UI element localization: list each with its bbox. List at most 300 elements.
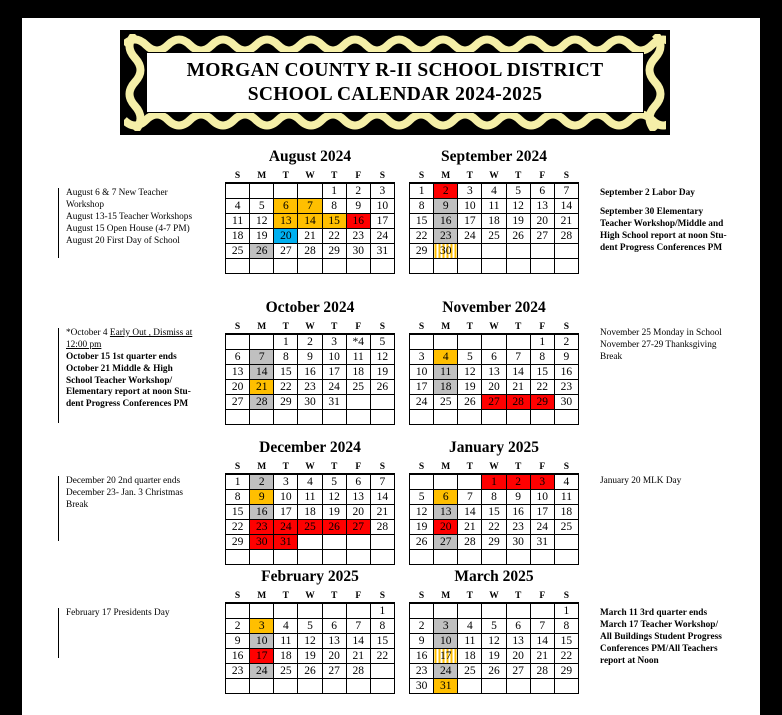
calendar-day-cell[interactable]: 8 xyxy=(410,199,434,214)
calendar-day-cell[interactable]: 29 xyxy=(226,535,250,550)
calendar-day-cell[interactable]: 29 xyxy=(554,664,578,679)
calendar-day-cell[interactable]: 2 xyxy=(434,183,458,199)
calendar-week-row xyxy=(410,490,579,505)
calendar-day-cell[interactable]: 7 xyxy=(530,619,554,634)
calendar-day-cell[interactable]: 22 xyxy=(274,380,298,395)
calendar-day-cell[interactable]: 21 xyxy=(554,214,578,229)
calendar-empty-cell xyxy=(370,535,394,550)
calendar-day-cell[interactable]: 8 xyxy=(370,619,394,634)
calendar-day-cell[interactable]: 16 xyxy=(226,649,250,664)
calendar-day-cell[interactable]: 10 xyxy=(274,490,298,505)
calendar-day-cell[interactable]: 10 xyxy=(530,490,554,505)
calendar-day-cell[interactable]: 7 xyxy=(370,474,394,490)
calendar-day-cell[interactable]: 1 xyxy=(530,334,554,350)
weekday-header-4: T xyxy=(322,170,346,183)
calendar-day-cell[interactable]: 14 xyxy=(458,505,482,520)
calendar-grid-november-2024[interactable] xyxy=(409,321,579,425)
calendar-day-cell[interactable]: 14 xyxy=(530,634,554,649)
calendar-day-cell[interactable]: 31 xyxy=(322,395,346,410)
weekday-header-3: W xyxy=(298,170,322,183)
calendar-day-cell[interactable]: 2 xyxy=(554,334,578,350)
calendar-day-cell[interactable]: 11 xyxy=(434,365,458,380)
calendar-day-cell[interactable]: 22 xyxy=(322,229,346,244)
calendar-day-cell[interactable]: 23 xyxy=(554,380,578,395)
calendar-day-cell[interactable]: 3 xyxy=(370,183,394,199)
calendar-day-cell[interactable]: 27 xyxy=(322,664,346,679)
calendar-day-cell[interactable]: 8 xyxy=(530,350,554,365)
weekday-header-4: T xyxy=(506,170,530,183)
calendar-day-cell[interactable]: 11 xyxy=(298,490,322,505)
calendar-empty-cell xyxy=(506,679,530,694)
calendar-day-cell[interactable]: 18 xyxy=(554,505,578,520)
calendar-day-cell[interactable]: 14 xyxy=(554,199,578,214)
calendar-day-cell[interactable]: 15 xyxy=(530,365,554,380)
calendar-week-row xyxy=(410,619,579,634)
calendar-day-cell[interactable]: 6 xyxy=(274,199,298,214)
calendar-day-cell[interactable]: 26 xyxy=(322,520,346,535)
calendar-day-cell[interactable]: 18 xyxy=(482,214,506,229)
calendar-day-cell[interactable]: 19 xyxy=(370,365,394,380)
calendar-day-cell[interactable]: 12 xyxy=(322,490,346,505)
calendar-day-cell[interactable]: 12 xyxy=(458,365,482,380)
month-title-january-2025: January 2025 xyxy=(449,439,539,456)
calendar-day-cell[interactable]: 11 xyxy=(226,214,250,229)
calendar-day-cell[interactable]: 31 xyxy=(274,535,298,550)
calendar-day-cell[interactable]: 19 xyxy=(482,649,506,664)
calendar-day-cell[interactable]: 21 xyxy=(370,505,394,520)
calendar-day-cell[interactable]: 12 xyxy=(250,214,274,229)
calendar-day-cell[interactable]: 25 xyxy=(434,395,458,410)
calendar-empty-cell xyxy=(346,550,370,565)
calendar-grid-march-2025[interactable] xyxy=(409,590,579,694)
calendar-day-cell[interactable]: 19 xyxy=(506,214,530,229)
calendar-day-cell[interactable]: 23 xyxy=(226,664,250,679)
weekday-header-3: W xyxy=(482,321,506,334)
calendar-day-cell[interactable]: 17 xyxy=(458,214,482,229)
calendar-day-cell[interactable]: 9 xyxy=(434,199,458,214)
calendar-day-cell[interactable]: 28 xyxy=(554,229,578,244)
calendar-day-cell[interactable]: 16 xyxy=(346,214,370,229)
calendar-day-cell[interactable]: 12 xyxy=(410,505,434,520)
calendar-day-cell[interactable]: 16 xyxy=(506,505,530,520)
calendar-day-cell[interactable]: 13 xyxy=(322,634,346,649)
calendar-day-cell[interactable]: 29 xyxy=(322,244,346,259)
calendar-day-cell[interactable]: 1 xyxy=(370,603,394,619)
calendar-day-cell[interactable]: 28 xyxy=(530,664,554,679)
calendar-day-cell[interactable]: 27 xyxy=(482,395,506,410)
calendar-week-row xyxy=(226,244,395,259)
calendar-day-cell[interactable]: 18 xyxy=(274,649,298,664)
calendar-day-cell[interactable]: 25 xyxy=(458,664,482,679)
weekday-header-3: W xyxy=(298,321,322,334)
calendar-empty-cell xyxy=(250,679,274,694)
calendar-day-cell[interactable]: 28 xyxy=(298,244,322,259)
calendar-day-cell[interactable]: 24 xyxy=(410,395,434,410)
calendar-day-cell[interactable]: 24 xyxy=(250,664,274,679)
calendar-day-cell[interactable]: 25 xyxy=(346,380,370,395)
calendar-day-cell[interactable]: 7 xyxy=(458,490,482,505)
calendar-day-cell[interactable]: 6 xyxy=(322,619,346,634)
calendar-empty-cell xyxy=(434,334,458,350)
calendar-day-cell[interactable]: 2 xyxy=(410,619,434,634)
calendar-day-cell[interactable]: 7 xyxy=(554,183,578,199)
calendar-day-cell[interactable]: 15 xyxy=(482,505,506,520)
calendar-day-cell[interactable]: 5 xyxy=(482,619,506,634)
calendar-day-cell[interactable]: 28 xyxy=(346,664,370,679)
calendar-empty-cell xyxy=(370,679,394,694)
calendar-day-cell[interactable]: 23 xyxy=(250,520,274,535)
calendar-day-cell[interactable]: 17 xyxy=(370,214,394,229)
calendar-day-cell[interactable]: 29 xyxy=(274,395,298,410)
calendar-day-cell[interactable]: 30 xyxy=(506,535,530,550)
calendar-day-cell[interactable]: 28 xyxy=(250,395,274,410)
calendar-day-cell[interactable]: 15 xyxy=(322,214,346,229)
calendar-day-cell[interactable]: 10 xyxy=(370,199,394,214)
calendar-day-cell[interactable]: 22 xyxy=(554,649,578,664)
calendar-grid-december-2024[interactable] xyxy=(225,461,395,565)
calendar-day-cell[interactable]: 8 xyxy=(482,490,506,505)
calendar-day-cell[interactable]: 26 xyxy=(458,395,482,410)
weekday-header-2: T xyxy=(274,590,298,603)
calendar-day-cell[interactable]: 16 xyxy=(554,365,578,380)
calendar-day-cell[interactable]: 9 xyxy=(410,634,434,649)
calendar-day-cell[interactable]: 21 xyxy=(250,380,274,395)
note-october-underline-1: Early Out , Dismiss at xyxy=(109,328,193,338)
calendar-day-cell[interactable]: 23 xyxy=(410,664,434,679)
weekday-header-2: T xyxy=(458,170,482,183)
calendar-day-cell[interactable]: 28 xyxy=(458,535,482,550)
calendar-grid-september-2024[interactable] xyxy=(409,170,579,274)
calendar-day-cell[interactable]: 10 xyxy=(458,199,482,214)
calendar-day-cell[interactable]: 30 xyxy=(346,244,370,259)
calendar-day-cell[interactable]: 9 xyxy=(346,199,370,214)
calendar-day-cell[interactable]: 3 xyxy=(434,619,458,634)
calendar-day-cell[interactable]: 18 xyxy=(346,365,370,380)
calendar-day-cell[interactable]: 14 xyxy=(250,365,274,380)
calendar-day-cell[interactable]: 24 xyxy=(458,229,482,244)
calendar-day-cell[interactable]: 16 xyxy=(434,214,458,229)
calendar-day-cell[interactable]: 27 xyxy=(346,520,370,535)
calendar-day-cell[interactable]: 9 xyxy=(554,350,578,365)
calendar-day-cell[interactable]: 2 xyxy=(250,474,274,490)
weekday-header-1: M xyxy=(434,170,458,183)
calendar-day-cell[interactable]: 22 xyxy=(410,229,434,244)
calendar-day-cell[interactable]: 25 xyxy=(554,520,578,535)
calendar-day-cell[interactable]: 3 xyxy=(410,350,434,365)
calendar-day-cell[interactable]: 4 xyxy=(482,183,506,199)
note-line: August 20 First Day of School xyxy=(66,235,180,246)
calendar-day-cell[interactable]: 11 xyxy=(482,199,506,214)
calendar-day-cell[interactable]: 5 xyxy=(298,619,322,634)
calendar-day-cell[interactable]: 26 xyxy=(250,244,274,259)
calendar-day-cell[interactable]: 17 xyxy=(410,380,434,395)
calendar-day-cell[interactable]: 9 xyxy=(298,350,322,365)
calendar-day-cell[interactable]: 11 xyxy=(554,490,578,505)
calendar-day-cell[interactable]: 8 xyxy=(322,199,346,214)
calendar-day-cell[interactable]: 3 xyxy=(530,474,554,490)
calendar-day-cell[interactable]: 1 xyxy=(410,183,434,199)
calendar-grid-august-2024[interactable] xyxy=(225,170,395,274)
note-line: dent Progress Conferences PM xyxy=(600,242,723,253)
calendar-day-cell[interactable]: 29 xyxy=(530,395,554,410)
calendar-empty-cell xyxy=(298,679,322,694)
calendar-day-cell[interactable]: 2 xyxy=(298,334,322,350)
calendar-day-cell[interactable]: 31 xyxy=(434,679,458,694)
calendar-day-cell[interactable]: 20 xyxy=(322,649,346,664)
calendar-day-cell[interactable]: 11 xyxy=(458,634,482,649)
calendar-day-cell[interactable]: 7 xyxy=(250,350,274,365)
calendar-day-cell[interactable]: 25 xyxy=(482,229,506,244)
calendar-day-cell[interactable]: 6 xyxy=(482,350,506,365)
calendar-day-cell[interactable]: 6 xyxy=(530,183,554,199)
calendar-day-cell[interactable]: 30 xyxy=(554,395,578,410)
calendar-day-cell[interactable]: 27 xyxy=(274,244,298,259)
calendar-day-cell[interactable]: 2 xyxy=(226,619,250,634)
calendar-day-cell[interactable]: 6 xyxy=(226,350,250,365)
calendar-day-cell[interactable]: 20 xyxy=(482,380,506,395)
calendar-day-cell[interactable]: 5 xyxy=(322,474,346,490)
calendar-day-cell[interactable]: 13 xyxy=(530,199,554,214)
calendar-day-cell[interactable]: 5 xyxy=(458,350,482,365)
calendar-day-cell[interactable]: 3 xyxy=(274,474,298,490)
calendar-day-cell[interactable]: 27 xyxy=(226,395,250,410)
calendar-day-cell[interactable]: 4 xyxy=(226,199,250,214)
calendar-day-cell[interactable]: 30 xyxy=(298,395,322,410)
calendar-day-cell[interactable]: 20 xyxy=(346,505,370,520)
calendar-day-cell[interactable]: 13 xyxy=(434,505,458,520)
calendar-week-row xyxy=(410,603,579,619)
calendar-day-cell[interactable]: 31 xyxy=(530,535,554,550)
calendar-day-cell[interactable]: 17 xyxy=(530,505,554,520)
calendar-day-cell[interactable]: 12 xyxy=(298,634,322,649)
calendar-day-cell[interactable]: 19 xyxy=(410,520,434,535)
note-line xyxy=(66,328,228,340)
calendar-day-cell[interactable]: 5 xyxy=(370,334,394,350)
calendar-day-cell[interactable]: 10 xyxy=(410,365,434,380)
calendar-day-cell[interactable]: 19 xyxy=(322,505,346,520)
calendar-day-cell[interactable]: 18 xyxy=(298,505,322,520)
calendar-day-cell[interactable]: 25 xyxy=(274,664,298,679)
calendar-day-cell[interactable]: 20 xyxy=(274,229,298,244)
note-line: High School report at noon Stu- xyxy=(600,230,727,241)
calendar-day-cell[interactable]: 21 xyxy=(506,380,530,395)
weekday-header-6: S xyxy=(370,461,394,474)
calendar-day-cell[interactable]: 23 xyxy=(346,229,370,244)
calendar-day-cell[interactable]: 27 xyxy=(530,229,554,244)
calendar-empty-cell xyxy=(554,244,578,259)
calendar-empty-cell xyxy=(346,410,370,425)
calendar-day-cell[interactable]: 13 xyxy=(274,214,298,229)
calendar-empty-cell xyxy=(226,550,250,565)
calendar-day-cell[interactable]: 21 xyxy=(458,520,482,535)
calendar-week-row xyxy=(226,214,395,229)
calendar-day-cell[interactable]: 7 xyxy=(346,619,370,634)
calendar-week-row xyxy=(226,199,395,214)
calendar-day-cell[interactable]: 1 xyxy=(322,183,346,199)
calendar-day-cell[interactable]: 16 xyxy=(250,505,274,520)
calendar-week-row xyxy=(226,410,395,425)
calendar-day-cell[interactable]: 27 xyxy=(506,664,530,679)
calendar-day-cell[interactable]: 6 xyxy=(434,490,458,505)
calendar-empty-cell xyxy=(458,679,482,694)
calendar-grid-february-2025[interactable] xyxy=(225,590,395,694)
calendar-day-cell[interactable]: 16 xyxy=(298,365,322,380)
calendar-day-cell[interactable]: 4 xyxy=(298,474,322,490)
calendar-day-cell[interactable]: 6 xyxy=(506,619,530,634)
calendar-day-cell[interactable]: 17 xyxy=(322,365,346,380)
calendar-empty-cell xyxy=(410,334,434,350)
calendar-day-cell[interactable]: 8 xyxy=(554,619,578,634)
calendar-day-cell[interactable]: 7 xyxy=(506,350,530,365)
calendar-day-cell[interactable]: 30 xyxy=(410,679,434,694)
calendar-day-cell[interactable]: 15 xyxy=(554,634,578,649)
calendar-day-cell[interactable]: 2 xyxy=(346,183,370,199)
calendar-day-cell[interactable]: 13 xyxy=(226,365,250,380)
calendar-day-cell[interactable]: 26 xyxy=(410,535,434,550)
weekday-header-1: M xyxy=(434,321,458,334)
calendar-day-cell[interactable]: 21 xyxy=(346,649,370,664)
calendar-day-cell[interactable]: 29 xyxy=(482,535,506,550)
calendar-day-cell[interactable]: 18 xyxy=(434,380,458,395)
calendar-day-cell[interactable]: 27 xyxy=(434,535,458,550)
calendar-day-cell[interactable]: 12 xyxy=(370,350,394,365)
calendar-day-cell[interactable]: 24 xyxy=(370,229,394,244)
calendar-day-cell[interactable]: 23 xyxy=(506,520,530,535)
calendar-day-cell[interactable]: 10 xyxy=(322,350,346,365)
calendar-day-cell[interactable]: 20 xyxy=(530,214,554,229)
calendar-day-cell[interactable]: 23 xyxy=(298,380,322,395)
calendar-day-cell[interactable]: 19 xyxy=(250,229,274,244)
calendar-day-cell[interactable]: 19 xyxy=(458,380,482,395)
calendar-day-cell[interactable]: 15 xyxy=(274,365,298,380)
calendar-day-cell[interactable]: 14 xyxy=(370,490,394,505)
calendar-day-cell[interactable]: 4 xyxy=(434,350,458,365)
calendar-day-cell[interactable]: 22 xyxy=(370,649,394,664)
calendar-empty-cell xyxy=(226,679,250,694)
calendar-day-cell[interactable]: 29 xyxy=(410,244,434,259)
calendar-empty-cell xyxy=(554,550,578,565)
calendar-day-cell[interactable]: 18 xyxy=(458,649,482,664)
calendar-day-cell[interactable]: 20 xyxy=(506,649,530,664)
calendar-day-cell[interactable]: 10 xyxy=(250,634,274,649)
calendar-day-cell[interactable]: 26 xyxy=(506,229,530,244)
calendar-day-cell[interactable]: 24 xyxy=(530,520,554,535)
calendar-empty-cell xyxy=(346,679,370,694)
calendar-day-cell[interactable]: 22 xyxy=(226,520,250,535)
calendar-day-cell[interactable]: 15 xyxy=(370,634,394,649)
calendar-day-cell[interactable]: 22 xyxy=(530,380,554,395)
calendar-day-cell[interactable]: 9 xyxy=(226,634,250,649)
calendar-day-cell[interactable]: 22 xyxy=(482,520,506,535)
calendar-day-cell[interactable]: 14 xyxy=(506,365,530,380)
calendar-day-cell[interactable]: 14 xyxy=(346,634,370,649)
calendar-day-cell[interactable]: 26 xyxy=(370,380,394,395)
calendar-day-cell[interactable]: 31 xyxy=(370,244,394,259)
calendar-day-cell[interactable]: 13 xyxy=(346,490,370,505)
calendar-day-cell[interactable]: 11 xyxy=(274,634,298,649)
calendar-empty-cell xyxy=(410,603,434,619)
calendar-day-cell[interactable]: 17 xyxy=(250,649,274,664)
calendar-empty-cell xyxy=(554,410,578,425)
calendar-day-cell[interactable]: 9 xyxy=(250,490,274,505)
note-line: October 15 1st quarter ends xyxy=(66,351,177,362)
calendar-empty-cell xyxy=(226,410,250,425)
calendar-day-cell[interactable]: 9 xyxy=(506,490,530,505)
calendar-day-cell[interactable]: 14 xyxy=(298,214,322,229)
calendar-day-cell[interactable]: 10 xyxy=(434,634,458,649)
calendar-day-cell[interactable]: 3 xyxy=(458,183,482,199)
calendar-day-cell[interactable]: 15 xyxy=(226,505,250,520)
calendar-day-cell[interactable]: 1 xyxy=(554,603,578,619)
calendar-day-cell[interactable]: 13 xyxy=(482,365,506,380)
calendar-day-cell[interactable]: 6 xyxy=(346,474,370,490)
calendar-grid-october-2024[interactable] xyxy=(225,321,395,425)
calendar-day-cell[interactable]: 1 xyxy=(226,474,250,490)
calendar-day-cell[interactable]: 24 xyxy=(274,520,298,535)
calendar-day-cell[interactable]: 30 xyxy=(250,535,274,550)
calendar-day-cell[interactable]: 28 xyxy=(370,520,394,535)
calendar-day-cell[interactable]: 24 xyxy=(434,664,458,679)
calendar-day-cell[interactable]: 3 xyxy=(250,619,274,634)
calendar-day-cell[interactable]: 11 xyxy=(346,350,370,365)
calendar-day-cell[interactable]: 26 xyxy=(298,664,322,679)
calendar-empty-cell xyxy=(322,603,346,619)
calendar-day-cell[interactable]: 7 xyxy=(298,199,322,214)
calendar-day-cell[interactable]: 4 xyxy=(274,619,298,634)
calendar-day-cell[interactable]: 23 xyxy=(434,229,458,244)
weekday-header-3: W xyxy=(298,461,322,474)
calendar-day-cell[interactable]: 19 xyxy=(298,649,322,664)
weekday-header-1: M xyxy=(434,590,458,603)
calendar-day-cell[interactable]: 5 xyxy=(410,490,434,505)
calendar-day-cell[interactable]: 15 xyxy=(410,214,434,229)
calendar-day-cell[interactable]: 8 xyxy=(226,490,250,505)
calendar-day-cell[interactable]: 21 xyxy=(530,649,554,664)
calendar-day-cell[interactable]: 5 xyxy=(250,199,274,214)
calendar-day-cell[interactable]: 3 xyxy=(322,334,346,350)
calendar-day-cell[interactable]: 12 xyxy=(482,634,506,649)
calendar-day-cell[interactable]: 28 xyxy=(506,395,530,410)
calendar-day-cell[interactable]: 30 xyxy=(434,244,458,259)
calendar-day-cell[interactable]: 8 xyxy=(274,350,298,365)
calendar-day-cell[interactable]: 18 xyxy=(226,229,250,244)
calendar-day-cell[interactable]: 25 xyxy=(298,520,322,535)
calendar-day-cell[interactable]: 17 xyxy=(434,649,458,664)
calendar-day-cell[interactable]: 5 xyxy=(506,183,530,199)
calendar-day-cell[interactable]: 20 xyxy=(226,380,250,395)
calendar-day-cell[interactable]: 1 xyxy=(274,334,298,350)
note-line: August 13-15 Teacher Workshops xyxy=(66,211,193,222)
calendar-day-cell[interactable]: 12 xyxy=(506,199,530,214)
calendar-grid-january-2025[interactable] xyxy=(409,461,579,565)
calendar-day-cell[interactable]: *4 xyxy=(346,334,370,350)
calendar-day-cell[interactable]: 4 xyxy=(458,619,482,634)
calendar-day-cell[interactable]: 16 xyxy=(410,649,434,664)
calendar-day-cell[interactable]: 4 xyxy=(554,474,578,490)
calendar-day-cell[interactable]: 26 xyxy=(482,664,506,679)
calendar-week-row xyxy=(410,183,579,199)
calendar-day-cell[interactable]: 21 xyxy=(298,229,322,244)
calendar-day-cell[interactable]: 17 xyxy=(274,505,298,520)
calendar-day-cell[interactable]: 25 xyxy=(226,244,250,259)
weekday-header-0: S xyxy=(226,590,250,603)
calendar-day-cell[interactable]: 13 xyxy=(506,634,530,649)
calendar-empty-cell xyxy=(434,603,458,619)
calendar-day-cell[interactable]: 24 xyxy=(322,380,346,395)
calendar-day-cell[interactable]: 20 xyxy=(434,520,458,535)
calendar-day-cell[interactable]: 2 xyxy=(506,474,530,490)
calendar-day-cell[interactable]: 1 xyxy=(482,474,506,490)
